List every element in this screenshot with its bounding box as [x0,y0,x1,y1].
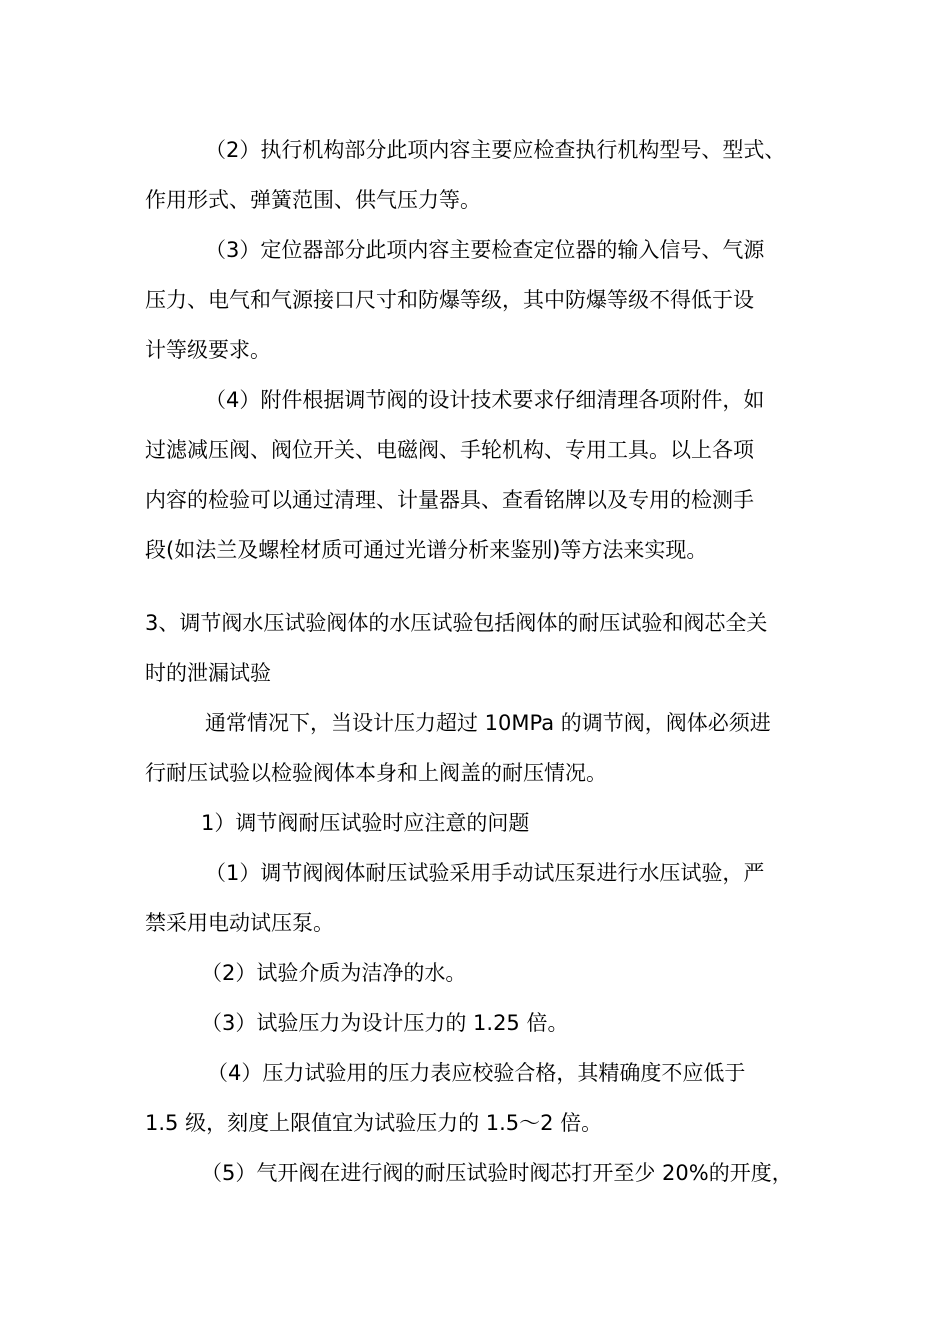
text-line: （1）调节阀阀体耐压试验采用手动试压泵进行水压试验，严 [205,861,765,885]
text-line: （3）定位器部分此项内容主要检查定位器的输入信号、气源 [205,238,765,262]
text-line: （4）附件根据调节阀的设计技术要求仔细清理各项附件，如 [205,388,765,412]
text-line: 过滤减压阀、阀位开关、电磁阀、手轮机构、专用工具。以上各项 [145,438,754,462]
text-line: （4）压力试验用的压力表应校验合格，其精确度不应低于 [207,1061,746,1085]
text-line: 行耐压试验以检验阀体本身和上阀盖的耐压情况。 [145,761,607,785]
subheading-line: 1）调节阀耐压试验时应注意的问题 [201,811,530,835]
text-line: 1.5 级，刻度上限值宜为试验压力的 1.5～2 倍。 [145,1111,603,1135]
text-line: 段(如法兰及螺栓材质可通过光谱分析来鉴别)等方法来实现。 [145,538,708,562]
text-line: 计等级要求。 [145,338,271,362]
text-line: （2）执行机构部分此项内容主要应检查执行机构型号、型式、 [205,138,786,162]
section-heading-line: 3、调节阀水压试验阀体的水压试验包括阀体的耐压试验和阀芯全关 [145,611,768,635]
text-line: （2）试验介质为洁净的水。 [201,961,467,985]
text-line: 内容的检验可以通过清理、计量器具、查看铭牌以及专用的检测手 [145,488,754,512]
text-line: （5）气开阀在进行阀的耐压试验时阀芯打开至少 20%的开度， [201,1161,793,1185]
text-line: 压力、电气和气源接口尺寸和防爆等级，其中防爆等级不得低于设 [145,288,754,312]
text-line: 通常情况下，当设计压力超过 10MPa 的调节阀，阀体必须进 [205,711,771,735]
text-line: 作用形式、弹簧范围、供气压力等。 [145,188,481,212]
section-heading-line: 时的泄漏试验 [145,661,271,685]
text-line: （3）试验压力为设计压力的 1.25 倍。 [201,1011,569,1035]
text-line: 禁采用电动试压泵。 [145,911,334,935]
